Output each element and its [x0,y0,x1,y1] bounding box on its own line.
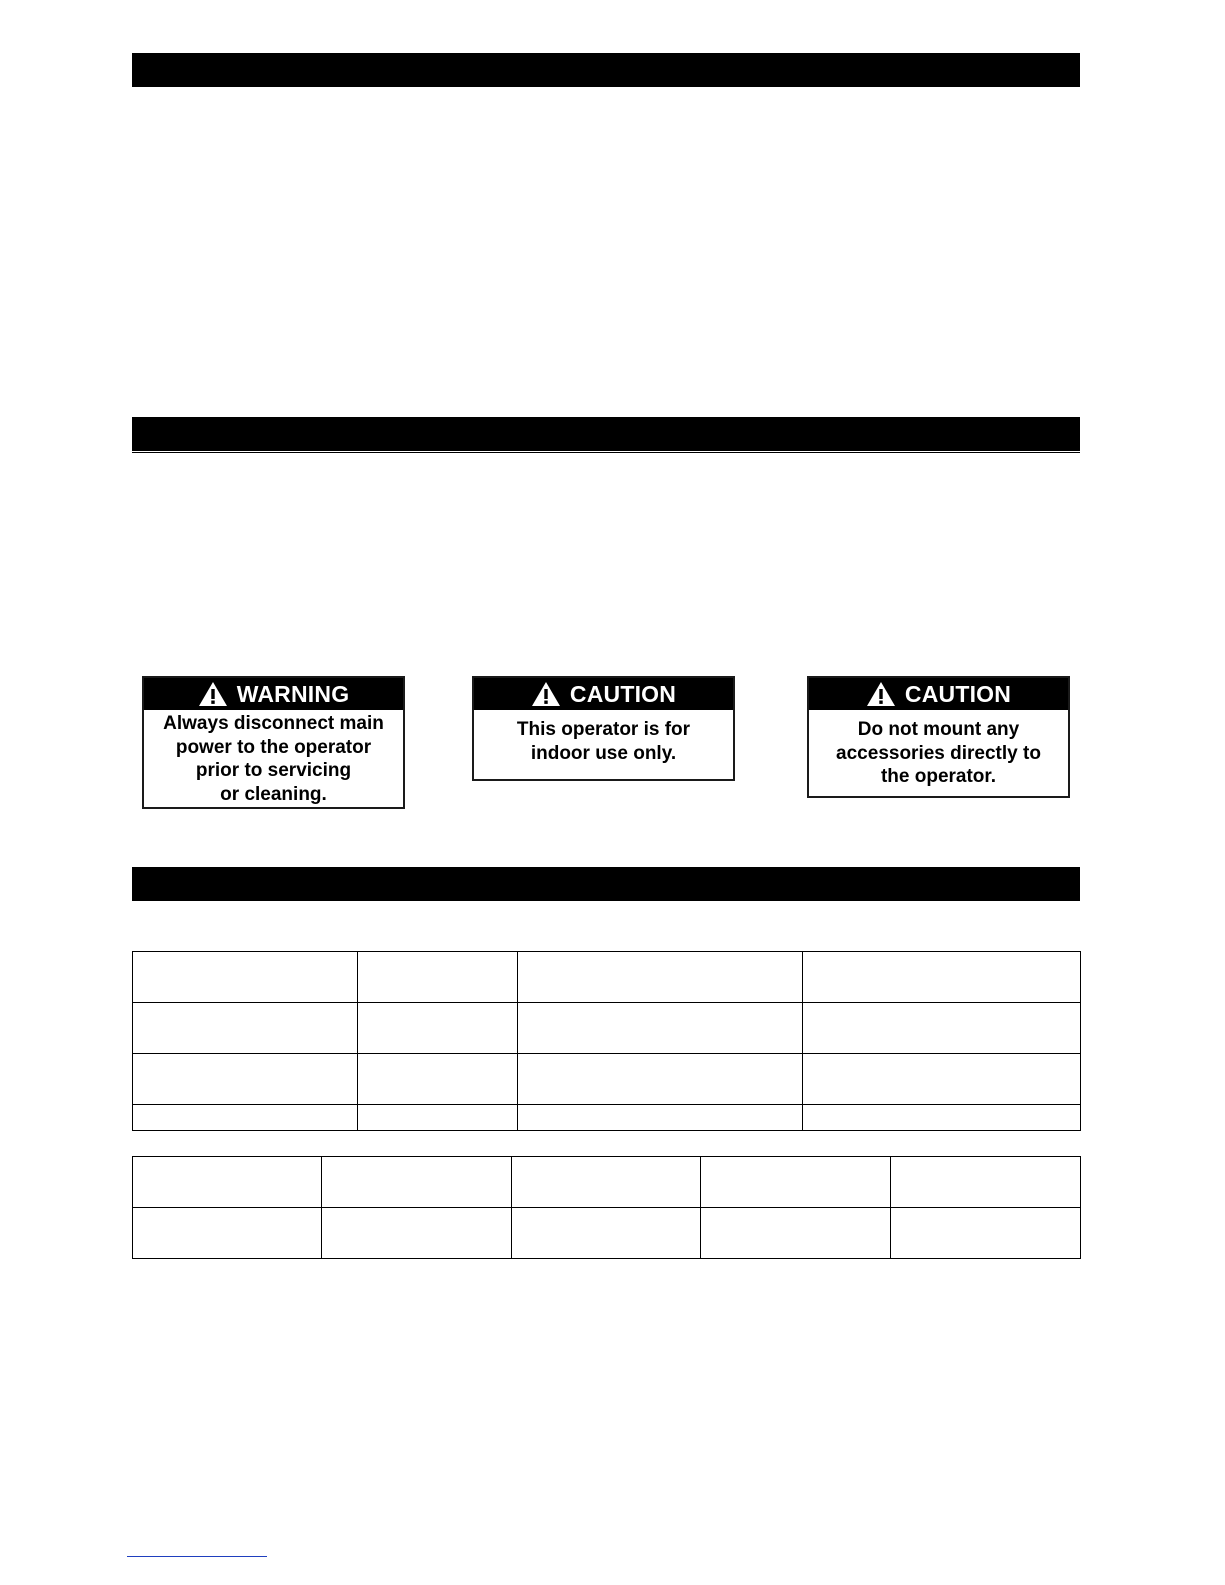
table-cell [518,1054,803,1105]
footer-link-underline [127,1556,267,1557]
table-cell [891,1157,1081,1208]
label-line: Always disconnect main [163,713,384,734]
table-cell [518,1003,803,1054]
label-line: Do not mount any [857,719,1020,740]
label-line: power to the operator [175,736,372,758]
label-text [144,710,403,806]
table-cell [133,1208,322,1259]
table-cell [512,1208,701,1259]
label-header [809,678,1068,710]
table-cell [701,1157,891,1208]
spec-table-1 [132,951,1081,1131]
warning-triangle-icon [866,681,896,707]
table-cell [322,1157,512,1208]
label-line: indoor use only. [530,742,677,764]
warning-label-disconnect-power [142,676,405,809]
table-cell [803,1003,1081,1054]
table-cell [133,1105,358,1131]
label-header [144,678,403,710]
label-line: or cleaning. [220,783,327,805]
table-cell [518,1105,803,1131]
table-cell [133,952,358,1003]
label-line: the operator. [880,766,997,787]
table-cell [891,1208,1081,1259]
caution-label-indoor-use [472,676,735,781]
table-cell [358,1105,518,1131]
table-cell [803,1105,1081,1131]
table-cell [512,1157,701,1208]
caution-label-no-accessories [807,676,1070,798]
label-line: accessories directly to [836,742,1041,764]
warning-triangle-icon [198,681,228,707]
table-cell [701,1208,891,1259]
table-row [133,1208,1081,1259]
section-header-bar-1 [132,53,1080,87]
table-cell [803,952,1081,1003]
table-cell [133,1003,358,1054]
label-header [474,678,733,710]
table-row [133,1003,1081,1054]
table-row [133,1105,1081,1131]
table-cell [322,1208,512,1259]
section-header-bar-2 [132,417,1080,451]
table-cell [133,1157,322,1208]
label-text [809,710,1068,789]
table-row [133,952,1081,1003]
warning-triangle-icon [531,681,561,707]
label-type: CAUTION [569,680,677,707]
label-type: WARNING [236,680,350,707]
label-line: prior to servicing [195,760,352,781]
table-cell [518,952,803,1003]
spec-table-2 [132,1156,1081,1259]
label-type: CAUTION [904,680,1012,707]
section-header-bar-3 [132,867,1080,901]
table-cell [133,1054,358,1105]
table-cell [358,1003,518,1054]
table-cell [358,1054,518,1105]
table-cell [358,952,518,1003]
section-divider [132,452,1080,453]
label-text [474,710,733,765]
table-row [133,1157,1081,1208]
table-row [133,1054,1081,1105]
label-line: This operator is for [516,719,691,740]
table-cell [803,1054,1081,1105]
